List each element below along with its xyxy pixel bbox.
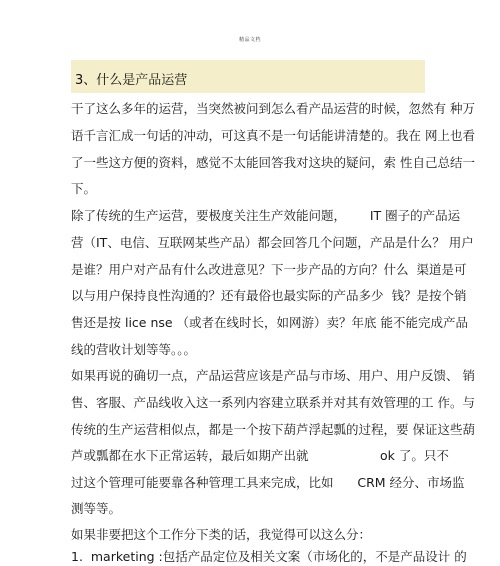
paragraph-2-line-2: 营（IT、电信、互联网某些产品）都会回答几个问题，产品是什么？ 用户 (71, 235, 474, 250)
paragraph-2-line-4: 以与用户保持良性沟通的？还有最俗也最实际的产品多少 钱？是按个销 (71, 288, 467, 303)
section-heading-band (71, 60, 425, 93)
paragraph-3-line-2: 售、客服、产品线收入这一系列内容建立联系并对其有效管理的工 作。与 (71, 395, 475, 410)
paragraph-5-line-1: 1. marketing :包括产品定位及相关文案（市场化的，不是产品设计 的 (71, 549, 467, 564)
paragraph-2-line-6: 线的营收计划等等。。。 (71, 342, 197, 357)
paragraph-1-line-1: 干了这么多年的运营，当突然被问到怎么看产品运营的时候，忽然有 种万 (71, 101, 475, 116)
paragraph-3-line-3: 传统的生产运营相似点，都是一个按下葫芦浮起瓢的过程，要 保证这些葫 (71, 422, 475, 437)
paragraph-3-line-5: 过这个管理可能要靠各种管理工具来完成，比如 CRM 经分、市场监 (71, 475, 465, 490)
paragraph-1-line-4: 下。 (71, 181, 97, 196)
paragraph-4-line-1: 如果非要把这个工作分下类的话，我觉得可以这么分： (71, 527, 372, 542)
paragraph-3-line-4: 芦或瓢都在水下正常运转，最后如期产出就 ok 了。只不 (71, 448, 449, 463)
paragraph-1-line-2: 语千言汇成一句话的冲动，可这真不是一句话能讲清楚的。我在 网上也看 (71, 128, 475, 143)
paragraph-3-line-1: 如果再说的确切一点，产品运营应该是产品与市场、用户、用户反馈、 销 (71, 368, 475, 383)
paragraph-2-line-5: 售还是按 lice nse （或者在线时长，如网游）卖？年底 能不能完成产品 (71, 315, 469, 330)
paragraph-3-line-6: 测等等。 (71, 501, 122, 516)
paragraph-2-line-3: 是谁？用户对产品有什么改进意见？下一步产品的方向？什么 渠道是可 (71, 262, 467, 277)
paragraph-1-line-3: 了一些这方便的资料，感觉不太能回答我对这块的疑问，索 性自己总结一 (71, 155, 475, 170)
paragraph-2-line-1: 除了传统的生产运营，要极度关注生产效能问题， IT 圈子的产品运 (71, 208, 461, 223)
page-header: 精品文档 (238, 37, 261, 43)
section-heading: 3、什么是产品运营 (75, 73, 188, 88)
